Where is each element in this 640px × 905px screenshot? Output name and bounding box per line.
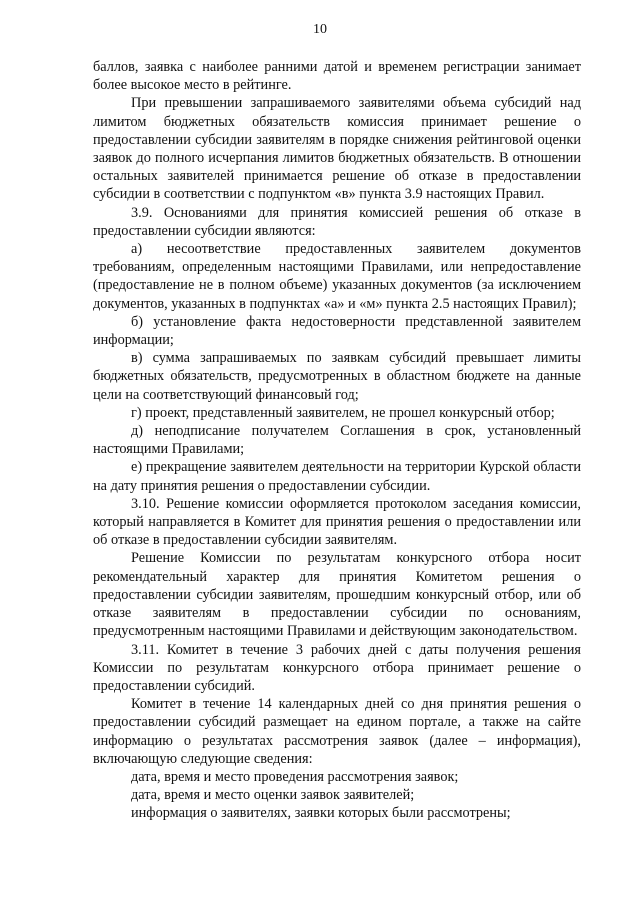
list-item-review-date: дата, время и место проведения рассмотрения заявок; [131,768,459,785]
paragraph-3-9-a: а) несоответствие предоставленных заявителем документов требованиям, определенным настоящими Правилами, или непредоставление (предоставление не в полном объеме) указанных документов (за исключением документов, указанных в подпунктах «а» и «м» пункта 2.5 настоящих Правил); [93,241,581,312]
paragraph-continuation: баллов, заявка с наиболее ранними датой и временем регистрации занимает более высокое место в рейтинге. [93,59,581,94]
paragraph-3-10: 3.10. Решение комиссии оформляется протоколом заседания комиссии, который направляется в Комитет для принятия решения о предоставлении или об отказе в предоставлении субсидии заявителям. [93,495,581,549]
document-body [93,58,581,823]
paragraph-3-9-g: г) проект, представленный заявителем, не прошел конкурсный отбор; [131,404,555,421]
list-item-evaluation-date: дата, время и место оценки заявок заявителей; [131,787,415,804]
paragraph-3-9-e: е) прекращение заявителем деятельности на территории Курской области на дату принятия решения о предоставлении субсидии. [93,459,581,494]
paragraph-3-11: 3.11. Комитет в течение 3 рабочих дней с даты получения решения Комиссии по результатам конкурсного отбора принимает решение о предоставлении субсидий. [93,641,581,694]
paragraph-3-9-v: в) сумма запрашиваемых по заявкам субсидий превышает лимиты бюджетных обязательств, предусмотренных в областном бюджете на данные цели на соответствующий финансовый год; [93,350,581,403]
list-item-applicants-info: информация о заявителях, заявки которых были рассмотрены; [131,805,511,822]
paragraph-3-9-heading: 3.9. Основаниями для принятия комиссией решения об отказе в предоставлении субсидии являются: [93,204,581,239]
paragraph-3-9-b: б) установление факта недостоверности представленной заявителем информации; [93,313,581,349]
paragraph-commission-decision: Решение Комиссии по результатам конкурсного отбора носит рекомендательный характер для принятия Комитетом решения о предоставлении субсидии заявителям, прошедшим конкурсный отбор, или об отказе заявителям в предоставлении субсидии по основаниям, предусмотренным настоящими Правилами и действующим законодательством. [93,550,581,640]
paragraph-publication: Комитет в течение 14 календарных дней со дня принятия решения о предоставлении субсидий размещает на едином портале, а также на сайте информацию о результатах рассмотрения заявок (далее – информация), включающую следующие сведения: [93,696,581,767]
paragraph-subsidy-excess: При превышении запрашиваемого заявителями объема субсидий над лимитом бюджетных обязательств комиссия принимает решение о предоставлении субсидии заявителям в порядке снижения рейтинговой оценки заявок до полного исчерпания лимитов бюджетных обязательств. В отношении остальных заявителей принимается решение об отказе в предоставлении субсидии в соответствии с подпунктом «в» пункта 3.9 настоящих Правил. [93,95,581,203]
page-number: 10 [313,22,327,37]
paragraph-3-9-d: д) неподписание получателем Соглашения в срок, установленный настоящими Правилами; [93,423,581,458]
